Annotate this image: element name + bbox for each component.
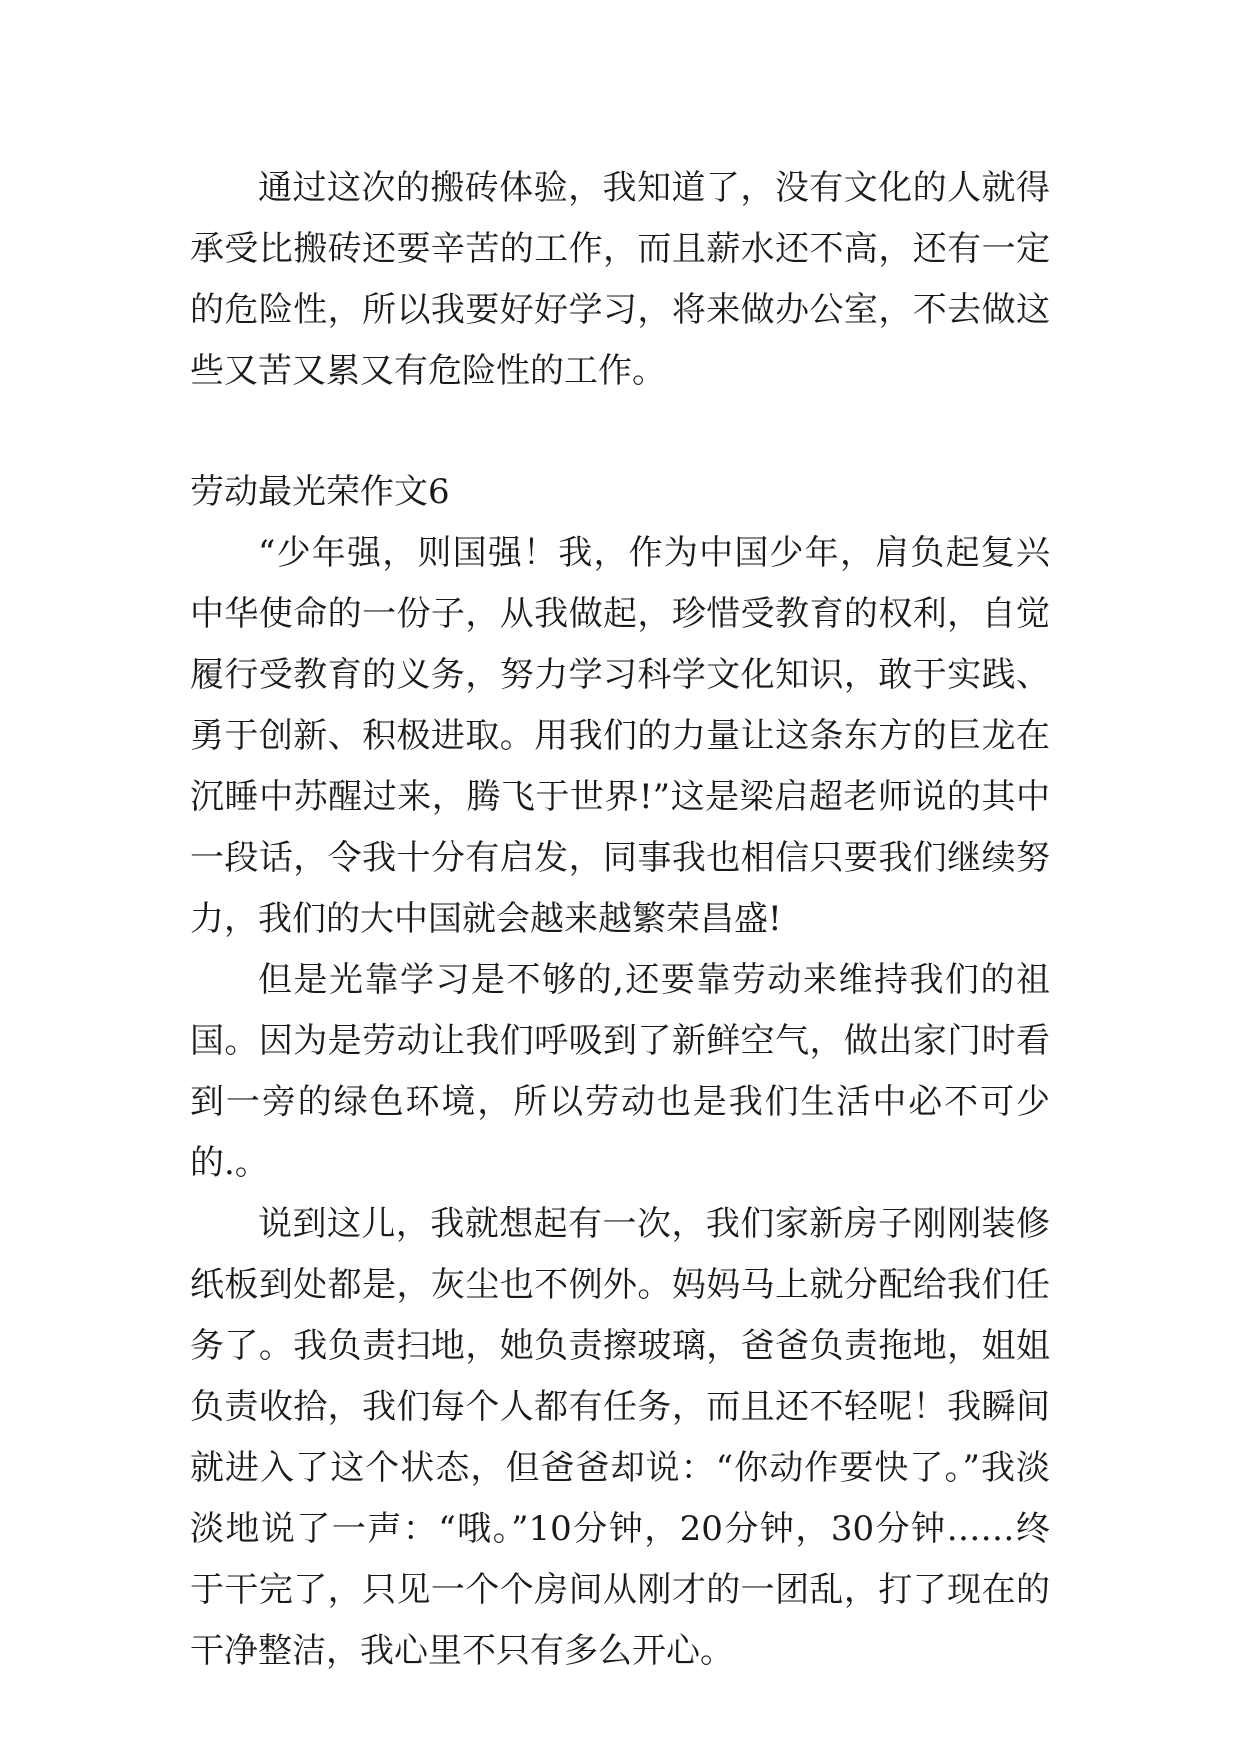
paragraph-2: “少年强，则国强！我，作为中国少年，肩负起复兴中华使命的一份子，从我做起，珍惜受教育的权利，自觉履行受教育的义务，努力学习科学文化知识，敢于实践、勇于创新、积极进取。用我们的力量让这条东方的巨龙在沉睡中苏醒过来，腾飞于世界!”这是梁启超老师说的其中一段话，令我十分有启发，同事我也相信只要我们继续努力，我们的大中国就会越来越繁荣昌盛! — [190, 533, 1050, 939]
paragraph-4: 说到这儿，我就想起有一次，我们家新房子刚刚装修纸板到处都是，灰尘也不例外。妈妈马上就分配给我们任务了。我负责扫地，她负责擦玻璃，爸爸负责拖地，姐姐负责收拾，我们每个人都有任务，而且还不轻呢！我瞬间就进入了这个状态，但爸爸却说：“你动作要快了。”我淡淡地说了一声：“哦。”10分钟，20分钟，30分钟……终于干完了，只见一个个房间从刚才的一团乱，打了现在的干净整洁，我心里不只有多么开心。 — [190, 1204, 1050, 1671]
document-body — [190, 158, 1050, 1682]
paragraph-1: 通过这次的搬砖体验，我知道了，没有文化的人就得承受比搬砖还要辛苦的工作，而且薪水还不高，还有一定的危险性，所以我要好好学习，将来做办公室，不去做这些又苦又累又有危险性的工作。 — [190, 168, 1050, 391]
section-heading: 劳动最光荣作文6 — [190, 472, 450, 512]
paragraph-3: 但是光靠学习是不够的,还要靠劳动来维持我们的祖国。因为是劳动让我们呼吸到了新鲜空气，做出家门时看到一旁的绿色环境，所以劳动也是我们生活中必不可少的.。 — [190, 960, 1050, 1183]
